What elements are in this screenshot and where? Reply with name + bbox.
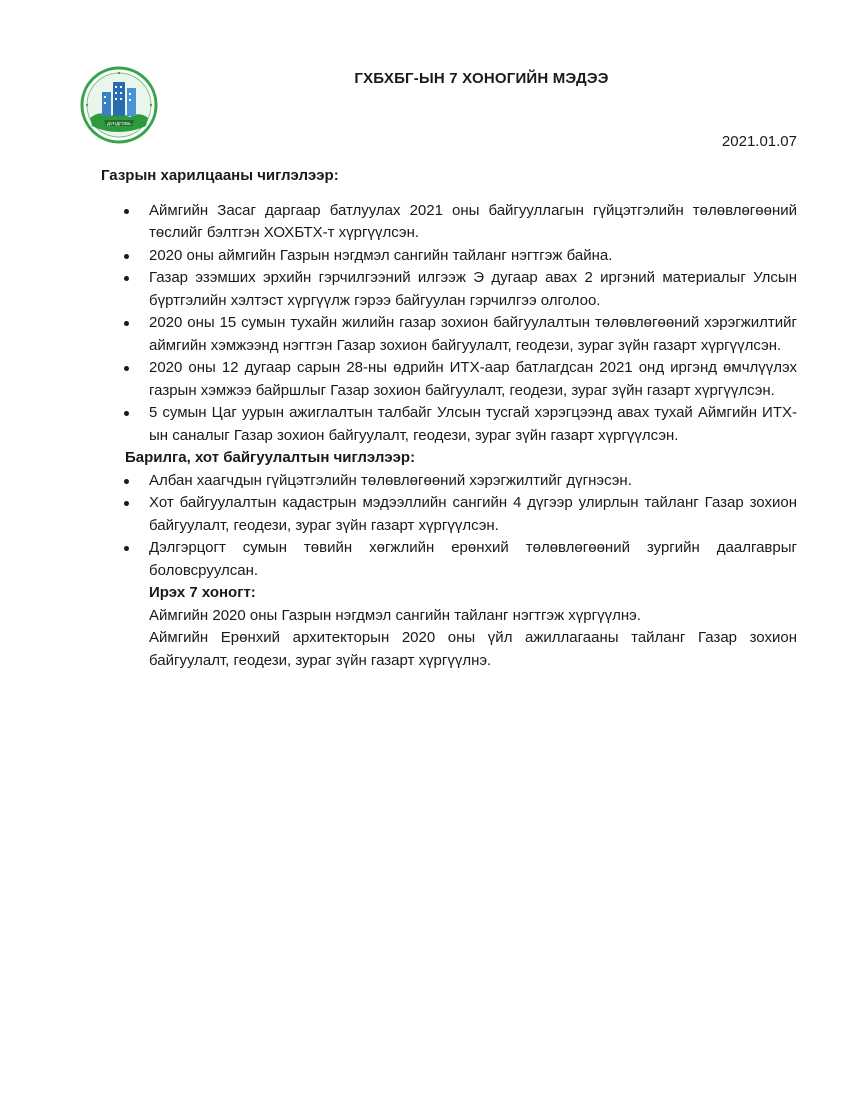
bullet-icon bbox=[124, 276, 129, 281]
construction-list bbox=[101, 470, 797, 583]
bullet-icon bbox=[124, 366, 129, 371]
document-body bbox=[101, 165, 797, 672]
next-week-title: Ирэх 7 хоногт: bbox=[149, 584, 256, 601]
bullet-icon bbox=[124, 411, 129, 416]
next-week-item: Аймгийн Ерөнхий архитекторын 2020 оны үйл ажиллагааны тайланг Газар зохион байгуулалт, геодези, зураг зүйн газарт хүргүүлнэ. bbox=[149, 629, 797, 669]
bullet-icon bbox=[124, 546, 129, 551]
list-item: Хот байгуулалтын кадастрын мэдээллийн сангийн 4 дүгээр улирлын тайланг Газар зохион байгуулалт, геодези, зураг зүйн газарт хүргүүлсэн. bbox=[149, 492, 797, 537]
land-relations-list bbox=[101, 200, 797, 448]
document-date: 2021.01.07 bbox=[721, 133, 797, 150]
list-item: Албан хаагчдын гүйцэтгэлийн төлөвлөгөөний хэрэгжилтийг дүгнэсэн. bbox=[149, 470, 797, 493]
logo-ribbon-text: ДУНДГОВЬ bbox=[107, 121, 131, 126]
list-item: 2020 оны аймгийн Газрын нэгдмэл сангийн тайланг нэгтгэж байна. bbox=[149, 245, 797, 268]
list-item: 2020 оны 12 дугаар сарын 28-ны өдрийн ИТХ-аар батлагдсан 2021 онд иргэнд өмчлүүлэх газрын хэмжээ байршлыг Газар зохион байгуулалт, геодези, зураг зүйн газарт хүргүүлсэн. bbox=[149, 357, 797, 402]
section-title-land-relations: Газрын харилцааны чиглэлээр: bbox=[101, 167, 339, 184]
list-item: Газар эзэмших эрхийн гэрчилгээний илгээж Э дугаар авах 2 иргэний материалыг Улсын бүртгэлийн хэлтэст хүргүүлж гэрээ байгуулан гэрчилгээ олголоо. bbox=[149, 267, 797, 312]
list-item: 2020 оны 15 сумын тухайн жилийн газар зохион байгуулалтын төлөвлөгөөний хэрэгжилтийг аймгийн хэмжээнд нэгтгэн Газар зохион байгуулалт, геодези, зураг зүйн газарт хүргүүлсэн. bbox=[149, 312, 797, 357]
bullet-icon bbox=[124, 479, 129, 484]
next-week-section bbox=[101, 582, 797, 672]
bullet-icon bbox=[124, 501, 129, 506]
document-title: ГХБХБГ-ЫН 7 ХОНОГИЙН МЭДЭЭ bbox=[354, 70, 609, 87]
list-item: Дэлгэрцогт сумын төвийн хөгжлийн ерөнхий төлөвлөгөөний зургийн даалгаврыг боловсруулсан. bbox=[149, 537, 797, 582]
list-item: 5 сумын Цаг уурын ажиглалтын талбайг Улсын тусгай хэрэгцээнд авах тухай Аймгийн ИТХ-ын саналыг Газар зохион байгуулалт, геодези, зураг зүйн газарт хүргүүлсэн. bbox=[149, 402, 797, 447]
bullet-icon bbox=[124, 321, 129, 326]
bullet-icon bbox=[124, 209, 129, 214]
next-week-item: Аймгийн 2020 оны Газрын нэгдмэл сангийн тайланг нэгтгэж хүргүүлнэ. bbox=[149, 606, 641, 624]
bullet-icon bbox=[124, 254, 129, 259]
list-item: Аймгийн Засаг даргаар батлуулах 2021 оны байгууллагын гүйцэтгэлийн төлөвлөгөөний төслийг бэлтгэн ХОХБТХ-т хүргүүлсэн. bbox=[149, 200, 797, 245]
section-title-construction: Барилга, хот байгуулалтын чиглэлээр: bbox=[125, 449, 416, 466]
